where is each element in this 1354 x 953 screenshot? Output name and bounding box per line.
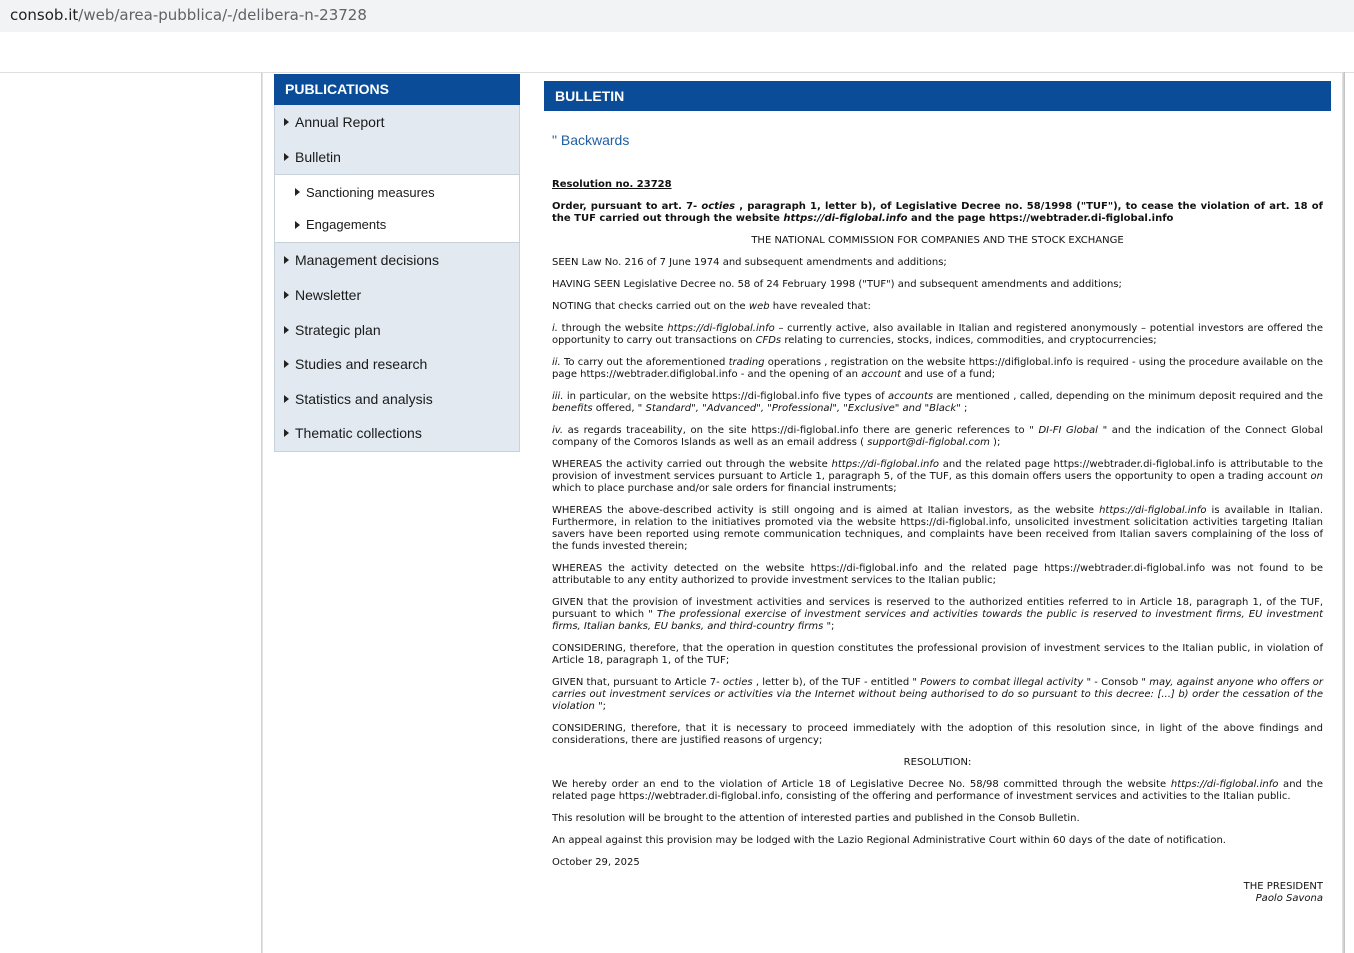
sidebar-menu [274, 105, 520, 452]
text-italic: accounts [888, 391, 934, 402]
url-host: consob.it [10, 6, 79, 24]
item-number: ii. [552, 357, 561, 368]
text: "; [823, 621, 835, 632]
text: and the related page https://webtrader.di-figlobal.info is attributable to the provision of investment services pursuant to Article 1, paragraph 5, of the TUF, as this domain offers users the opportunity to open a trading account [552, 459, 1324, 482]
signature-block [552, 881, 1323, 905]
text: "; [594, 701, 607, 712]
bulletin-header: BULLETIN [544, 81, 1331, 111]
sidebar-item-label: Sanctioning measures [306, 184, 435, 200]
sidebar-item-bulletin[interactable] [275, 140, 519, 175]
text-italic: Powers to combat illegal activity [920, 677, 1084, 688]
considering-paragraph-2: CONSIDERING, therefore, that it is necessary to proceed immediately with the adoption of this resolution since, in light of the above findings and considerations, there are justified reasons of urgency; [552, 723, 1323, 746]
sidebar-item-label: Bulletin [295, 148, 341, 165]
publications-sidebar [274, 74, 520, 452]
text-italic: DI-FI Global [1038, 425, 1098, 436]
item-ii-paragraph [552, 357, 1323, 381]
item-i-paragraph [552, 323, 1323, 347]
text-italic: may, against anyone who offers or carries out investment services or activities via the Internet without being authorised to do so pursuant to this decree: [...] b) order the cessation of the violation [552, 677, 1323, 712]
seen-paragraph: SEEN Law No. 216 of 7 June 1974 and subsequent amendments and additions; [552, 257, 947, 268]
text: We hereby order an end to the violation of Article 18 of Legislative Decree No. 58/98 committed through the website [552, 779, 1171, 790]
text: which to place purchase and/or sale orders for financial instruments; [552, 483, 897, 494]
appeal-paragraph: An appeal against this provision may be lodged with the Lazio Regional Administrative Court within 60 days of the date of notification. [552, 835, 1226, 846]
text-italic: octies [722, 677, 753, 688]
text-italic: trading [728, 357, 765, 368]
text-italic: Standard", "Advanced", "Professional", "Exclusive" and "Black [645, 403, 957, 414]
sidebar-item-label: Studies and research [295, 356, 428, 373]
text: To carry out the aforementioned [560, 357, 729, 368]
text: , letter b), of the TUF - entitled " [752, 677, 921, 688]
text: relating to currencies, stocks, indices, commodities, and cryptocurrencies; [781, 335, 1157, 346]
noting-paragraph [552, 301, 1323, 313]
text-italic: account [861, 369, 902, 380]
text-italic: support@di-figlobal.com [867, 437, 990, 448]
url-text[interactable] [10, 6, 367, 24]
text: ); [989, 437, 1001, 448]
text: – currently active, also available in Italian and registered anonymously – potential investors are offered the opportunity to carry out transactions on [552, 323, 1323, 346]
resolution-title: Resolution no. 23728 [552, 179, 672, 190]
order-heading [552, 201, 1323, 225]
text-italic: web [748, 301, 770, 312]
sidebar-item-management-decisions[interactable] [275, 243, 519, 278]
text: through the website [557, 323, 668, 334]
text: " - Consob " [1083, 677, 1150, 688]
item-iii-paragraph [552, 391, 1323, 415]
text: as regards traceability, on the site https://di-figlobal.info there are generic references to " [563, 425, 1039, 436]
order-text: Order, pursuant to art. 7- [552, 201, 698, 212]
text: have revealed that: [769, 301, 871, 312]
sidebar-item-label: Management decisions [295, 252, 439, 269]
whereas-paragraph-3: WHEREAS the activity detected on the website https://di-figlobal.info and the related page https://webtrader.di-figlobal.info was not found to be attributable to any entity authorized to provide investment services to the Italian public; [552, 563, 1323, 586]
item-number: iv. [552, 425, 564, 436]
text: are mentioned , called, depending on the minimum deposit required and the [933, 391, 1323, 402]
sidebar-item-statistics-analysis[interactable] [275, 382, 519, 417]
header-divider [0, 72, 1354, 73]
sidebar-item-label: Annual Report [295, 114, 385, 131]
sidebar-item-label: Statistics and analysis [295, 390, 433, 407]
president-title: THE PRESIDENT [1243, 881, 1323, 892]
text: GIVEN that the provision of investment activities and services is reserved to the authorized entities referred to in Article 18, paragraph 1, of the TUF, pursuant to which " [552, 597, 1323, 620]
triangle-right-icon [284, 360, 289, 368]
sidebar-item-label: Thematic collections [295, 425, 422, 442]
president-name: Paolo Savona [1255, 893, 1323, 904]
text: NOTING that checks carried out on the [552, 301, 749, 312]
text-italic: https://di-figlobal.info [1099, 505, 1207, 516]
bulletin-submenu [275, 174, 519, 243]
text-italic: https://di-figlobal.info [831, 459, 940, 470]
triangle-right-icon [284, 153, 289, 161]
text: WHEREAS the above-described activity is still ongoing and is aimed at Italian investors, as the website [552, 505, 1100, 516]
order-text: and the page https://webtrader.di-figlobal.info [907, 213, 1174, 224]
whereas-paragraph-1 [552, 459, 1323, 495]
given-paragraph-2 [552, 677, 1323, 713]
order-text-italic: octies [697, 201, 736, 212]
text: offered, " [592, 403, 646, 414]
given-paragraph-1 [552, 597, 1323, 633]
sidebar-item-newsletter[interactable] [275, 278, 519, 313]
text: and the related page https://webtrader.di-figlobal.info, consisting of the offering and performance of investment services and activities to the Italian public. [552, 779, 1323, 802]
url-path: /web/area-pubblica/-/delibera-n-23728 [78, 6, 367, 24]
text-italic: https://di-figlobal.info [667, 323, 775, 334]
triangle-right-icon [295, 188, 300, 196]
triangle-right-icon [284, 429, 289, 437]
triangle-right-icon [284, 291, 289, 299]
text: " and the indication of the Connect Global company of the Comoros Islands as well as an email address ( [552, 425, 1323, 448]
resolution-date: October 29, 2025 [552, 857, 640, 868]
commission-heading: THE NATIONAL COMMISSION FOR COMPANIES AND THE STOCK EXCHANGE [751, 235, 1124, 246]
sidebar-item-annual-report[interactable] [275, 105, 519, 140]
text: " ; [956, 403, 968, 414]
page-border-left [261, 72, 263, 953]
backwards-link[interactable]: " Backwards [552, 132, 630, 148]
item-number: iii. [552, 391, 564, 402]
text: and use of a fund; [901, 369, 996, 380]
bulletin-content [544, 81, 1331, 904]
order-end-paragraph [552, 779, 1323, 803]
text: GIVEN that, pursuant to Article 7- [552, 677, 723, 688]
text: in particular, on the website https://di-figlobal.info five types of [563, 391, 889, 402]
text-italic: on [1310, 471, 1323, 482]
item-iv-paragraph [552, 425, 1323, 449]
sidebar-item-label: Engagements [306, 217, 387, 233]
publication-paragraph: This resolution will be brought to the attention of interested parties and published in the Consob Bulletin. [552, 813, 1080, 824]
text: is available in Italian. Furthermore, in relation to the initiatives promoted via the website https://di-figlobal.info, unsolicited investment solicitation activities targeting Italian savers have been reported using remote communication techniques, and complaints have been received from Italian savers complaining of the loss of the funds invested therein; [552, 505, 1324, 552]
sidebar-item-label: Strategic plan [295, 321, 381, 338]
triangle-right-icon [284, 256, 289, 264]
order-text: , paragraph 1, letter b), of Legislative Decree no. 58/1998 ("TUF"), to cease the violation of art. 18 of the TUF carried out through the website [552, 201, 1323, 224]
sidebar-subitem-sanctioning-measures[interactable] [275, 176, 519, 209]
triangle-right-icon [284, 395, 289, 403]
sidebar-subitem-engagements[interactable] [275, 209, 519, 242]
triangle-right-icon [295, 221, 300, 229]
resolution-document [552, 179, 1323, 915]
order-text-italic: https://di-figlobal.info [783, 213, 908, 224]
page-border-right [1342, 72, 1345, 953]
text-italic: CFDs [755, 335, 782, 346]
sidebar-item-label: Newsletter [295, 287, 362, 304]
triangle-right-icon [284, 326, 289, 334]
item-number: i. [552, 323, 558, 334]
triangle-right-icon [284, 118, 289, 126]
sidebar-header: PUBLICATIONS [274, 74, 520, 105]
text-italic: https://di-figlobal.info [1170, 779, 1279, 790]
sidebar-item-strategic-plan[interactable] [275, 312, 519, 347]
text-italic: benefits [552, 403, 593, 414]
sidebar-item-thematic-collections[interactable] [275, 416, 519, 451]
address-bar[interactable] [0, 0, 1354, 32]
text-italic: The professional exercise of investment services and activities towards the public is reserved to investment firms, EU investment firms, Italian banks, EU banks, and third-country firms [552, 609, 1323, 632]
having-seen-paragraph: HAVING SEEN Legislative Decree no. 58 of 24 February 1998 ("TUF") and subsequent amendments and additions; [552, 279, 1122, 290]
resolution-heading: RESOLUTION: [903, 757, 972, 768]
text: WHEREAS the activity carried out through the website [552, 459, 832, 470]
text: operations , registration on the website https://difiglobal.info is required - using the procedure available on the page https://webtrader.difiglobal.info - and the opening of an [552, 357, 1323, 380]
sidebar-item-studies-research[interactable] [275, 347, 519, 382]
considering-paragraph-1: CONSIDERING, therefore, that the operation in question constitutes the professional provision of investment services to the Italian public, in violation of Article 18, paragraph 1, of the TUF; [552, 643, 1323, 666]
whereas-paragraph-2 [552, 505, 1323, 553]
